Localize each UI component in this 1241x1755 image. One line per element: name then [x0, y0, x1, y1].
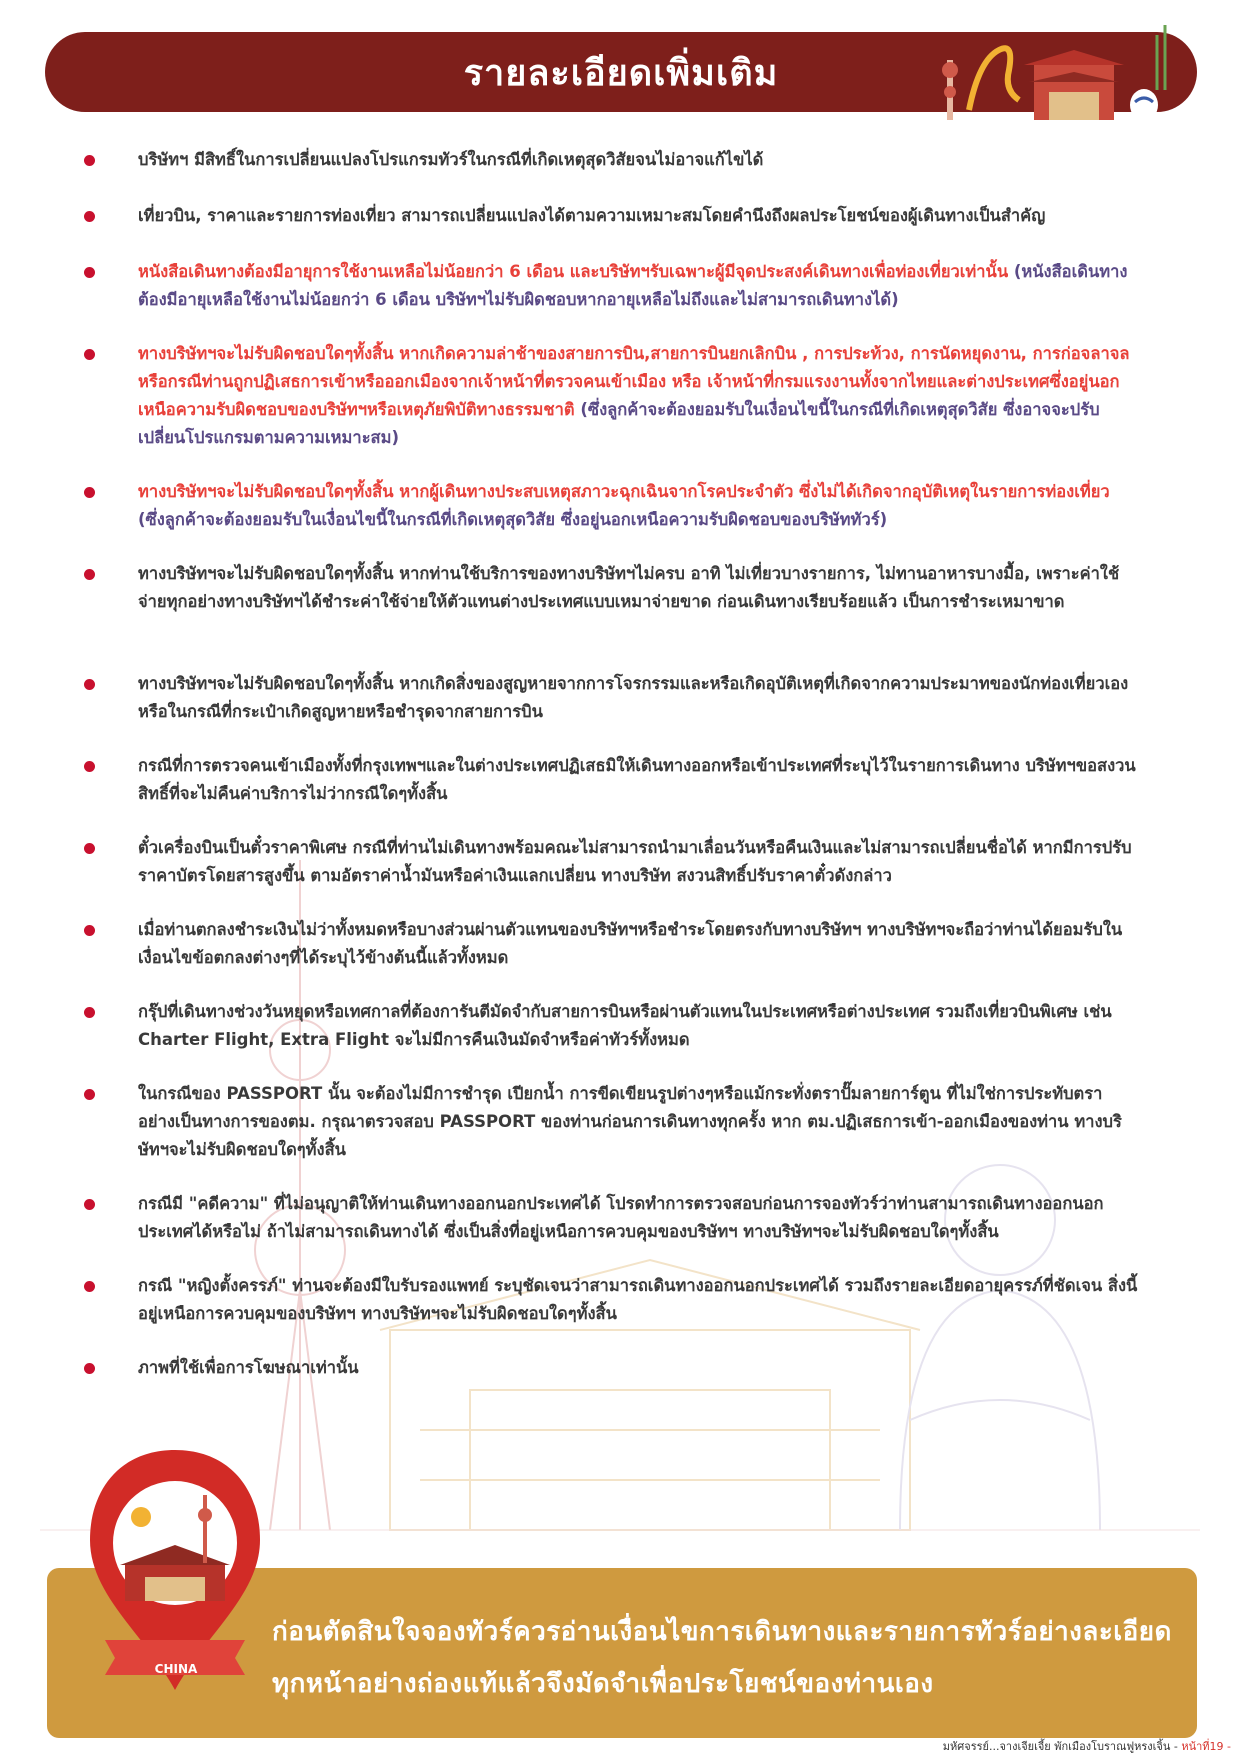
china-location-pin-icon: [85, 1445, 265, 1695]
page-footer-text: มหัศจรรย์...จางเจียเจี้ย พักเมืองโบราณฟูหรงเจิ้น -: [942, 1740, 1182, 1753]
term-text: [138, 258, 1138, 314]
page-title: รายละเอียดเพิ่มเติม: [463, 52, 779, 94]
bullet-dot-icon: [84, 679, 95, 690]
term-text: กรณีที่การตรวจคนเข้าเมืองทั้งที่กรุงเทพฯและในต่างประเทศปฏิเสธมิให้เดินทางออกหรือเข้าประเทศที่ระบุไว้ในรายการเดินทาง บริษัทฯขอสงวนสิทธิ์ที่จะไม่คืนค่าบริการไม่ว่ากรณีใดๆทั้งสิ้น: [138, 756, 1136, 803]
term-text: กรณีมี "คดีความ" ที่ไม่อนุญาติให้ท่านเดินทางออกนอกประเทศได้ โปรดทำการตรวจสอบก่อนการจองทัวร์ว่าท่านสามารถเดินทางออกนอกประเทศได้หรือไม่ ถ้าไม่สามารถเดินทางได้ ซึ่งเป็นสิ่งที่อยู่เหนือการควบคุมของบริษัทฯ ทางบริษัทฯจะไม่รับผิดชอบใดๆทั้งสิ้น: [138, 1194, 1104, 1241]
bullet-dot-icon: [84, 211, 95, 222]
bullet-dot-icon: [84, 569, 95, 580]
bullet-dot-icon: [84, 843, 95, 854]
term-text: กรณี "หญิงตั้งครรภ์" ท่านจะต้องมีใบรับรองแพทย์ ระบุชัดเจนว่าสามารถเดินทางออกนอกประเทศได้ รวมถึงรายละเอียดอายุครรภ์ที่ชัดเจน สิ่งนี้อยู่เหนือการควบคุมของบริษัทฯ ทางบริษัทฯจะไม่รับผิดชอบใดๆทั้งสิ้น: [138, 1276, 1138, 1323]
bullet-dot-icon: [84, 1281, 95, 1292]
bullet-dot-icon: [84, 349, 95, 360]
bullet-dot-icon: [84, 1007, 95, 1018]
term-text: [138, 478, 1138, 534]
term-item: [78, 1354, 1138, 1394]
term-item: [78, 834, 1138, 916]
term-item: [78, 1190, 1138, 1272]
bullet-dot-icon: [84, 761, 95, 772]
page-number: หน้าที่19 -: [1181, 1740, 1231, 1753]
term-item: [78, 752, 1138, 834]
term-item: [78, 146, 1138, 202]
term-item: [78, 202, 1138, 258]
term-item: [78, 670, 1138, 752]
term-text: บริษัทฯ มีสิทธิ์ในการเปลี่ยนแปลงโปรแกรมทัวร์ในกรณีที่เกิดเหตุสุดวิสัยจนไม่อาจแก้ไขได้: [138, 150, 764, 169]
china-landmarks-illustration: [929, 20, 1169, 124]
term-item: [78, 478, 1138, 560]
term-text: [138, 340, 1138, 452]
term-item: [78, 1080, 1138, 1190]
term-text-red: ทางบริษัทฯจะไม่รับผิดชอบใดๆทั้งสิ้น หากเกิดความล่าช้าของสายการบิน,สายการบินยกเลิกบิน , การประท้วง, การนัดหยุดงาน, การก่อจลาจลหรือกรณีท่านถูกปฏิเสธการเข้าหรือออกเมืองจากเจ้าหน้าที่ตรวจคนเข้าเมือง หรือ เจ้าหน้าที่กรมแรงงานทั้งจากไทยและต่างประเทศซึ่งอยู่นอกเหนือความรับผิดชอบของบริษัทฯหรือเหตุภัยพิบัติทางธรรมชาติ: [138, 344, 1130, 419]
bullet-dot-icon: [84, 1089, 95, 1100]
term-text: ตั๋วเครื่องบินเป็นตั๋วราคาพิเศษ กรณีที่ท่านไม่เดินทางพร้อมคณะไม่สามารถนำมาเลื่อนวันหรือคืนเงินและไม่สามารถเปลี่ยนชื่อได้ หากมีการปรับราคาบัตรโดยสารสูงขึ้น ตามอัตราค่าน้ำมันหรือค่าเงินแลกเปลี่ยน ทางบริษัท สงวนสิทธิ์ปรับราคาตั๋วดังกล่าว: [138, 838, 1132, 885]
term-text: เมื่อท่านตกลงชำระเงินไม่ว่าทั้งหมดหรือบางส่วนผ่านตัวแทนของบริษัทฯหรือชำระโดยตรงกับทางบริษัทฯ ทางบริษัทฯจะถือว่าท่านได้ยอมรับในเงื่อนไขข้อตกลงต่างๆที่ได้ระบุไว้ข้างต้นนี้แล้วทั้งหมด: [138, 920, 1123, 967]
term-text-red: ทางบริษัทฯจะไม่รับผิดชอบใดๆทั้งสิ้น หากผู้เดินทางประสบเหตุสภาวะฉุกเฉินจากโรคประจำตัว ซึ่งไม่ได้เกิดจากอุบัติเหตุในรายการท่องเที่ยว: [138, 482, 1110, 501]
footer-message-line1: ก่อนตัดสินใจจองทัวร์ควรอ่านเงื่อนไขการเดินทางและรายการทัวร์อย่างละเอียด: [272, 1617, 1172, 1647]
term-text: ในกรณีของ PASSPORT นั้น จะต้องไม่มีการชำรุด เปียกน้ำ การขีดเขียนรูปต่างๆหรือแม้กระทั่งตราปั๊มลายการ์ตูน ที่ไม่ใช่การประทับตราอย่างเป็นทางการของตม. กรุณาตรวจสอบ PASSPORT ของท่านก่อนการเดินทางทุกครั้ง หาก ตม.ปฏิเสธการเข้า-ออกเมืองของท่าน ทางบริษัทฯจะไม่รับผิดชอบใดๆทั้งสิ้น: [138, 1084, 1122, 1159]
term-item: [78, 258, 1138, 340]
header-banner: [45, 32, 1197, 112]
term-item: [78, 1272, 1138, 1354]
bullet-dot-icon: [84, 487, 95, 498]
term-item: [78, 916, 1138, 998]
term-text: ทางบริษัทฯจะไม่รับผิดชอบใดๆทั้งสิ้น หากเกิดสิ่งของสูญหายจากการโจรกรรมและหรือเกิดอุบัติเหตุที่เกิดจากความประมาทของนักท่องเที่ยวเองหรือในกรณีที่กระเป๋าเกิดสูญหายหรือชำรุดจากสายการบิน: [138, 674, 1129, 721]
term-text: เที่ยวบิน, ราคาและรายการท่องเที่ยว สามารถเปลี่ยนแปลงได้ตามความเหมาะสมโดยคำนึงถึงผลประโยชน์ของผู้เดินทางเป็นสำคัญ: [138, 206, 1046, 225]
bullet-dot-icon: [84, 155, 95, 166]
term-text: ทางบริษัทฯจะไม่รับผิดชอบใดๆทั้งสิ้น หากท่านใช้บริการของทางบริษัทฯไม่ครบ อาทิ ไม่เที่ยวบางรายการ, ไม่ทานอาหารบางมื้อ, เพราะค่าใช้จ่ายทุกอย่างทางบริษัทฯได้ชำระค่าใช้จ่ายให้ตัวแทนต่างประเทศแบบเหมาจ่ายขาด ก่อนเดินทางเรียบร้อยแล้ว เป็นการชำระเหมาขาด: [138, 564, 1120, 611]
page-footer: [943, 1737, 1231, 1755]
term-text: กรุ๊ปที่เดินทางช่วงวันหยุดหรือเทศกาลที่ต้องการันตีมัดจำกับสายการบินหรือผ่านตัวแทนในประเทศหรือต่างประเทศ รวมถึงเที่ยวบินพิเศษ เช่น Charter Flight, Extra Flight จะไม่มีการคืนเงินมัดจำหรือค่าทัวร์ทั้งหมด: [138, 1002, 1112, 1049]
term-item: [78, 998, 1138, 1080]
term-item: [78, 560, 1138, 670]
term-item: [78, 340, 1138, 478]
term-text-red: หนังสือเดินทางต้องมีอายุการใช้งานเหลือไม่น้อยกว่า 6 เดือน และบริษัทฯรับเฉพาะผู้มีจุดประสงค์เดินทางเพื่อท่องเที่ยวเท่านั้น: [138, 262, 1009, 281]
term-text-purple: (หนังสือเดินทางต้องมีอายุเหลือใช้งานไม่น้อยกว่า 6 เดือน บริษัทฯไม่รับผิดชอบหากอายุเหลือไม่ถึงและไม่สามารถเดินทางได้): [138, 262, 1128, 309]
term-text: ภาพที่ใช้เพื่อการโฆษณาเท่านั้น: [138, 1358, 359, 1377]
bullet-dot-icon: [84, 1199, 95, 1210]
china-label: CHINA: [154, 1662, 198, 1676]
terms-list: [78, 146, 1138, 1394]
bullet-dot-icon: [84, 925, 95, 936]
bullet-dot-icon: [84, 267, 95, 278]
bullet-dot-icon: [84, 1363, 95, 1374]
term-text-purple: (ซึ่งลูกค้าจะต้องยอมรับในเงื่อนไขนี้ในกรณีที่เกิดเหตุสุดวิสัย ซึ่งอาจจะปรับเปลี่ยนโปรแกรมตามความเหมาะสม): [138, 400, 1100, 447]
footer-message-line2: ทุกหน้าอย่างถ่องแท้แล้วจึงมัดจำเพื่อประโยชน์ของท่านเอง: [272, 1669, 934, 1699]
term-text-purple: (ซึ่งลูกค้าจะต้องยอมรับในเงื่อนไขนี้ในกรณีที่เกิดเหตุสุดวิสัย ซึ่งอยู่นอกเหนือความรับผิดชอบของบริษัททัวร์): [138, 510, 888, 529]
